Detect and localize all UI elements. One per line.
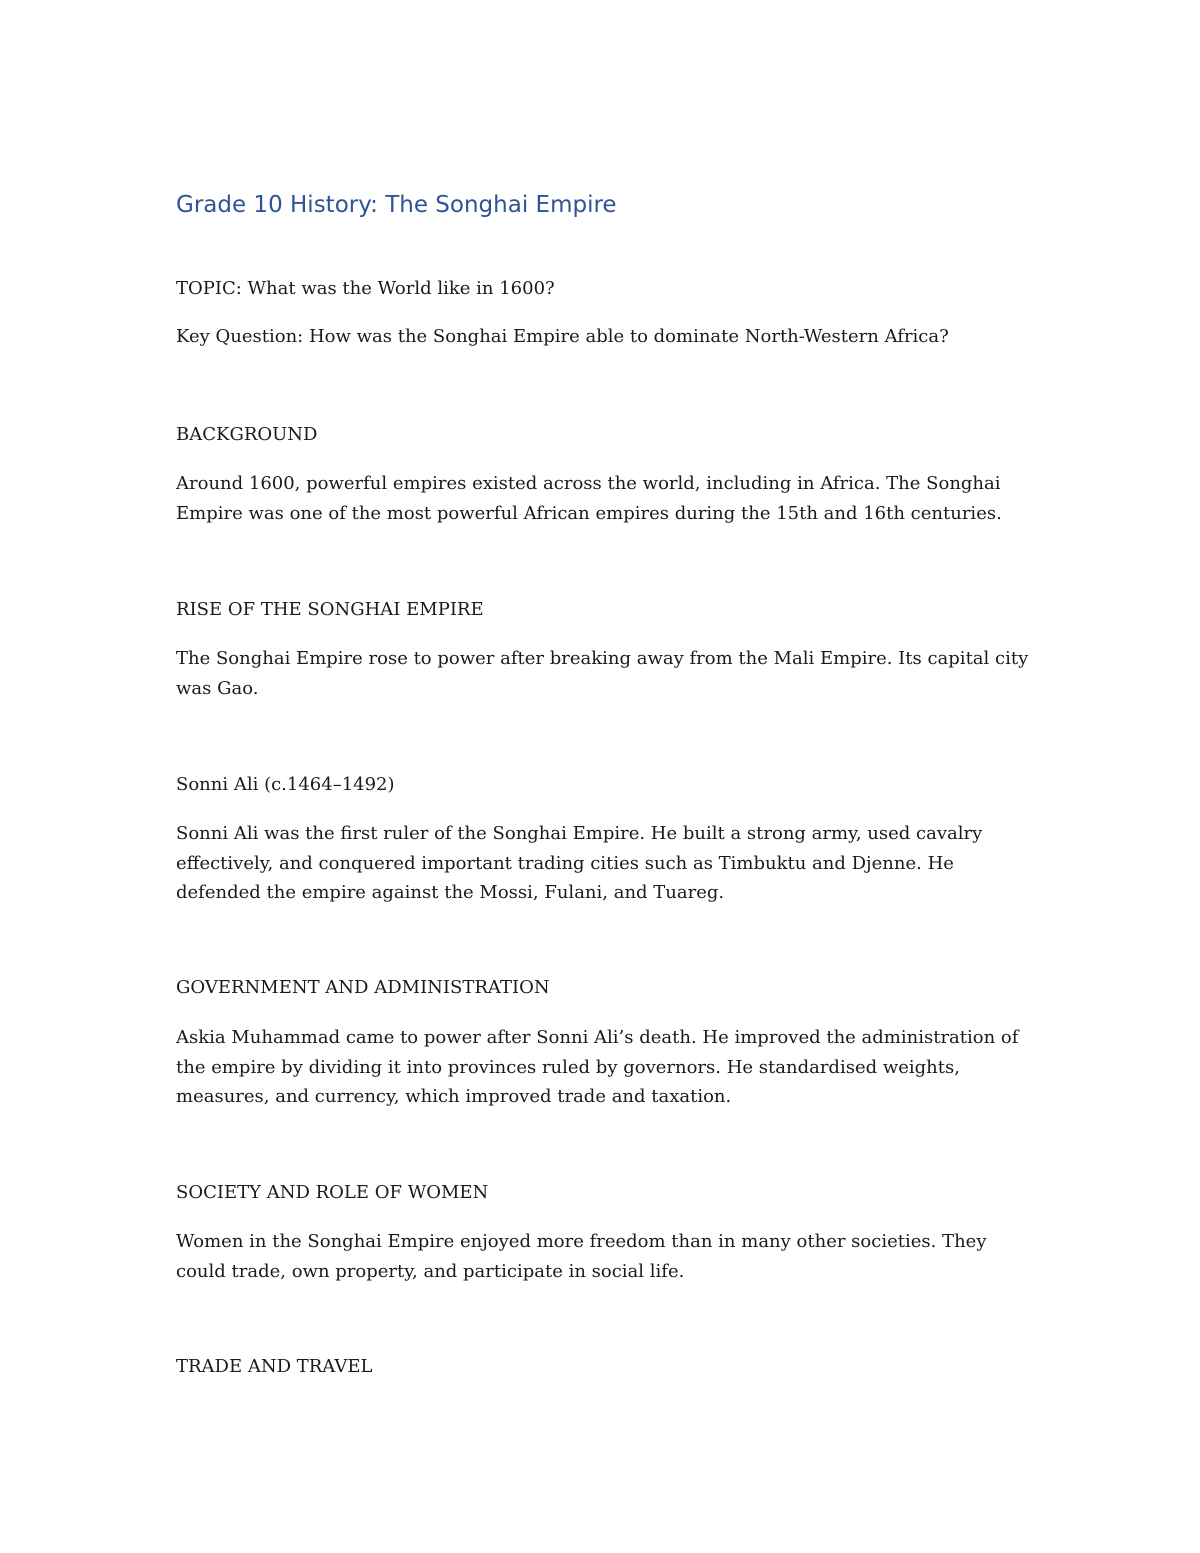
paragraph-line: the empire by dividing it into provinces ruled by governors. He standardised weights, [176, 1056, 960, 1078]
section-heading-rise: RISE OF THE SONGHAI EMPIRE [176, 599, 484, 620]
topic-line: TOPIC: What was the World like in 1600? [176, 278, 555, 299]
paragraph-line: Askia Muhammad came to power after Sonni Ali’s death. He improved the administration of [176, 1027, 1019, 1048]
paragraph-line: effectively, and conquered important trading cities such as Timbuktu and Djenne. He [176, 852, 954, 874]
section-body-government [176, 1023, 1036, 1112]
paragraph-line: Sonni Ali was the first ruler of the Songhai Empire. He built a strong army, used cavalry [176, 823, 983, 844]
paragraph-line: defended the empire against the Mossi, Fulani, and Tuareg. [176, 882, 725, 903]
section-body-sonni-ali [176, 819, 1036, 908]
paragraph-line: The Songhai Empire rose to power after breaking away from the Mali Empire. Its capital city [176, 648, 1029, 669]
paragraph-line: Around 1600, powerful empires existed across the world, including in Africa. The Songhai [176, 473, 1001, 494]
paragraph-line: measures, and currency, which improved trade and taxation. [176, 1086, 732, 1107]
paragraph-line: was Gao. [176, 677, 259, 699]
paragraph-line: could trade, own property, and participate in social life. [176, 1260, 685, 1282]
paragraph-line: Empire was one of the most powerful African empires during the 15th and 16th centuries. [176, 502, 1002, 524]
document-page [176, 0, 1036, 1553]
document-title: Grade 10 History: The Songhai Empire [176, 192, 617, 218]
section-body-society [176, 1227, 1036, 1286]
section-heading-government: GOVERNMENT AND ADMINISTRATION [176, 977, 550, 998]
section-heading-society: SOCIETY AND ROLE OF WOMEN [176, 1182, 489, 1203]
section-heading-background: BACKGROUND [176, 424, 318, 445]
section-heading-trade: TRADE AND TRAVEL [176, 1356, 373, 1377]
section-body-background [176, 469, 1036, 528]
section-body-rise [176, 644, 1036, 703]
section-heading-sonni-ali: Sonni Ali (c.1464–1492) [176, 774, 395, 795]
key-question-line: Key Question: How was the Songhai Empire able to dominate North-Western Africa? [176, 326, 949, 347]
paragraph-line: Women in the Songhai Empire enjoyed more freedom than in many other societies. They [176, 1231, 987, 1252]
